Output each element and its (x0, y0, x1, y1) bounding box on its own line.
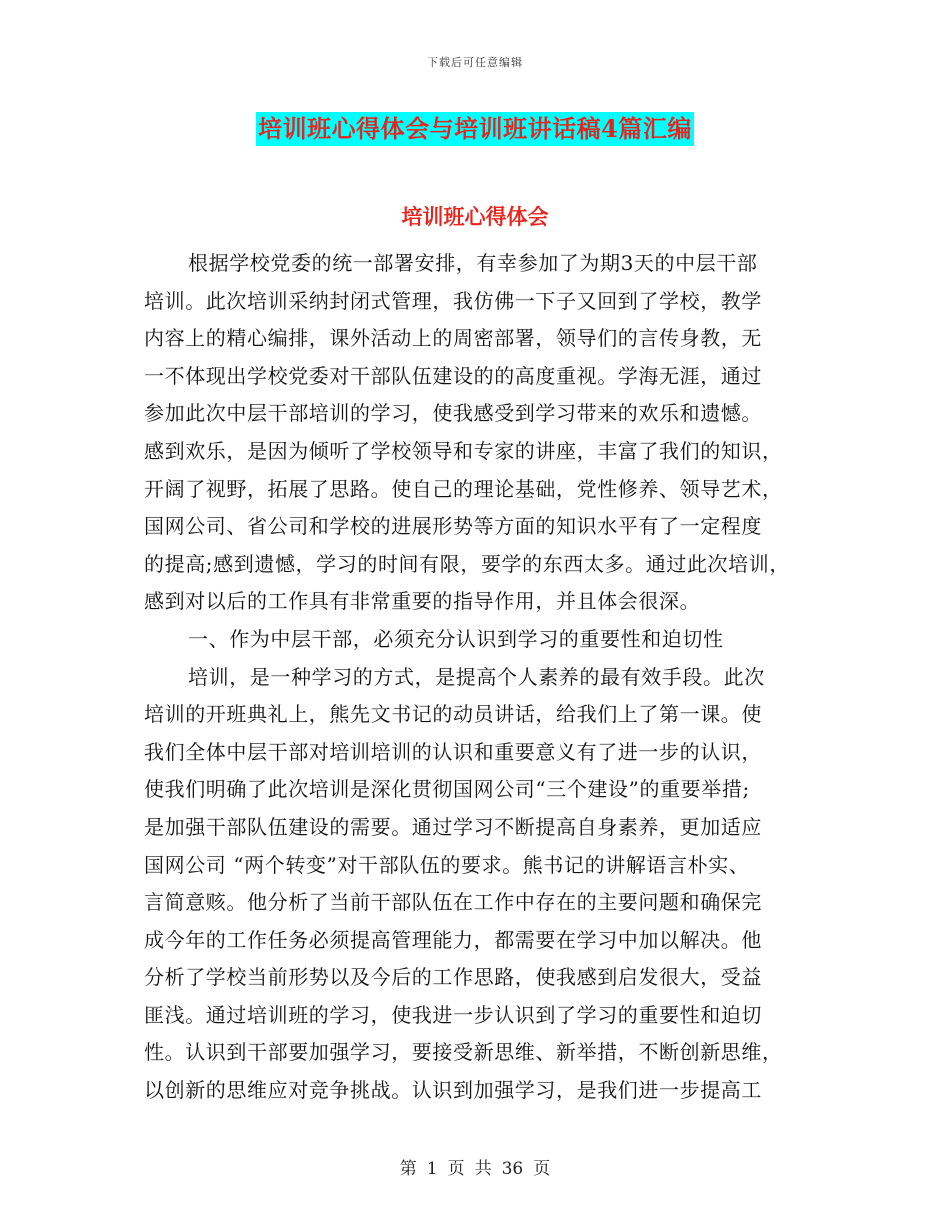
paragraph-line: 根据学校党委的统一部署安排，有幸参加了为期3天的中层干部 (188, 251, 758, 275)
paragraph-line: 培训，是一种学习的方式，是提高个人素养的最有效手段。此次 (188, 664, 765, 689)
body-text (144, 245, 824, 1110)
page-number: 1 (426, 1159, 438, 1179)
subheading-line: 一、作为中层干部，必须充分认识到学习的重要性和迫切性 (188, 626, 724, 651)
paragraph-line: 性。认识到干部要加强学习，要接受新思维、新举措，不断创新思维， (144, 1040, 783, 1065)
section-title: 培训班心得体会 (401, 204, 549, 229)
footer-prefix: 第 (399, 1159, 417, 1179)
document-title-container (0, 112, 950, 146)
header-note: 下载后可任意编辑 (427, 56, 523, 69)
footer-suffix: 页 (533, 1159, 551, 1179)
paragraph-line: 使我们明确了此次培训是深化贯彻国网公司“三个建设”的重要举措; (144, 777, 750, 802)
footer-total-word: 共 (474, 1159, 492, 1179)
paragraph-line: 的提高;感到遗憾，学习的时间有限，要学的东西太多。通过此次培训， (144, 551, 790, 576)
paragraph-line: 国网公司、省公司和学校的进展形势等方面的知识水平有了一定程度 (144, 514, 762, 539)
paragraph-line: 是加强干部队伍建设的需要。通过学习不断提高自身素养，更加适应 (144, 814, 762, 839)
paragraph-line: 培训。此次培训采纳封闭式管理，我仿佛一下子又回到了学校，教学 (144, 288, 762, 313)
paragraph-line: 我们全体中层干部对培训培训的认识和重要意义有了进一步的认识， (144, 739, 762, 764)
paragraph-line: 培训的开班典礼上，熊先文书记的动员讲话，给我们上了第一课。使 (144, 702, 762, 727)
paragraph-line: 国网公司 “两个转变”对干部队伍的要求。熊书记的讲解语言朴实、 (144, 852, 750, 877)
paragraph-line: 匪浅。通过培训班的学习，使我进一步认识到了学习的重要性和迫切 (144, 1002, 762, 1027)
paragraph-line: 一不体现出学校党委对干部队伍建设的的高度重视。学海无涯，通过 (144, 363, 762, 388)
document-title: 培训班心得体会与培训班讲话稿4篇汇编 (256, 112, 694, 146)
paragraph-line: 成今年的工作任务必须提高管理能力，都需要在学习中加以解决。他 (144, 927, 762, 952)
paragraph-line: 内容上的精心编排，课外活动上的周密部署，领导们的言传身教，无 (144, 326, 762, 351)
paragraph-line: 言简意赅。他分析了当前干部队伍在工作中存在的主要问题和确保完 (144, 890, 762, 915)
paragraph-line: 感到对以后的工作具有非常重要的指导作用，并且体会很深。 (144, 589, 701, 614)
paragraph-line: 分析了学校当前形势以及今后的工作思路，使我感到启发很大，受益 (144, 965, 762, 990)
page-footer (0, 1154, 950, 1179)
paragraph-line: 开阔了视野，拓展了思路。使自己的理论基础，党性修养、领导艺术， (144, 476, 783, 501)
paragraph-line: 感到欢乐，是因为倾听了学校领导和专家的讲座，丰富了我们的知识， (144, 438, 783, 463)
footer-page-word: 页 (447, 1159, 465, 1179)
paragraph-line: 参加此次中层干部培训的学习，使我感受到学习带来的欢乐和遗憾。 (144, 401, 762, 426)
total-pages: 36 (501, 1159, 524, 1179)
paragraph-line: 以创新的思维应对竞争挑战。认识到加强学习，是我们进一步提高工 (144, 1078, 762, 1103)
